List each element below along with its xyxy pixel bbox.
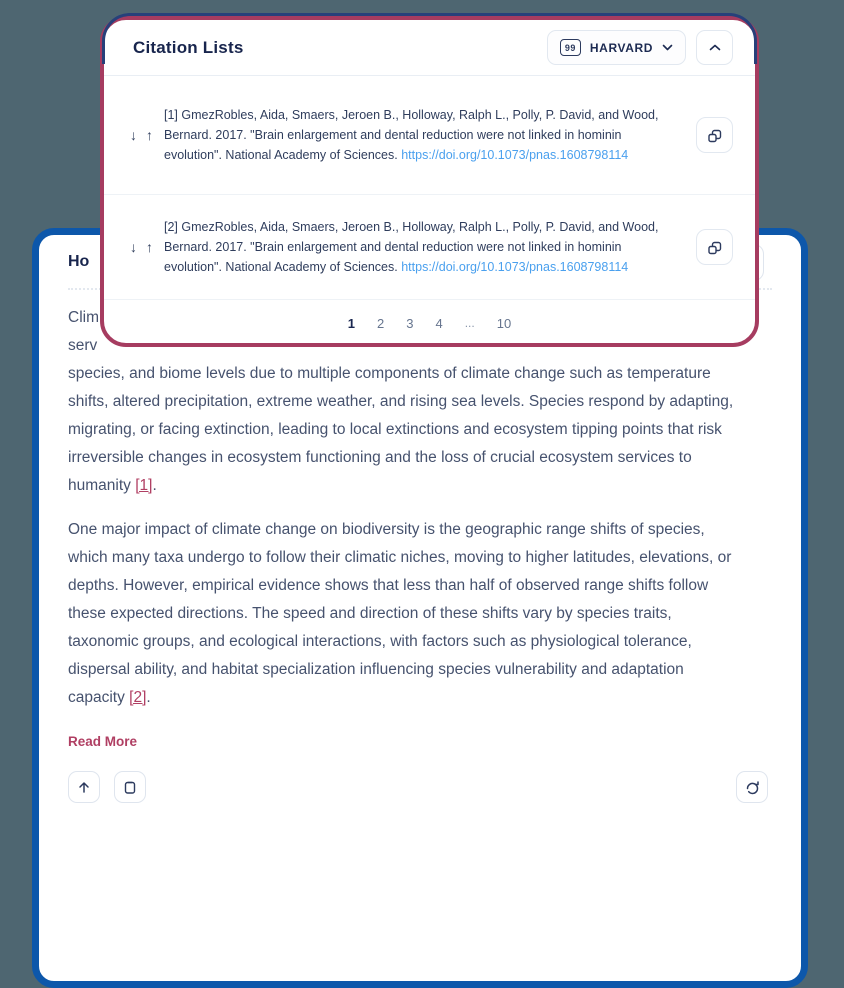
clipboard-icon	[123, 780, 137, 794]
paragraph-2	[68, 516, 772, 712]
regenerate-button[interactable]	[736, 771, 768, 803]
copy-icon	[706, 239, 723, 256]
refresh-icon	[745, 780, 760, 795]
citation-panel-title: Citation Lists	[133, 37, 244, 57]
page-3[interactable]: 3	[406, 315, 414, 331]
citation-text	[164, 217, 666, 277]
paragraph-line: One major impact of climate change on biodiversity is the geographic range shifts of species,	[68, 521, 705, 538]
document-content	[68, 290, 772, 803]
citation-text	[164, 105, 666, 165]
citation-body: [2] GmezRobles, Aida, Smaers, Jeroen B., Holloway, Ralph L., Polly, P. David, and Wood, Bernard. 2017. "Brain enlargement and dental reduction were not linked in hominin evolution". National Academy of Sciences.	[164, 220, 659, 274]
paragraph-line: these expected directions. The speed and direction of these shifts vary by species traits,	[68, 605, 672, 622]
quote-icon: 99	[560, 39, 581, 56]
document-title: Ho	[68, 252, 90, 270]
paragraph-line: species, and biome levels due to multiple components of climate change such as temperature	[68, 365, 711, 382]
paragraph-line: shifts, altered precipitation, extreme weather, and rising sea levels. Species respond by adapting,	[68, 393, 734, 410]
pagination-ellipsis: ...	[464, 316, 475, 330]
paragraph-line: taxonomic groups, and ecological interactions, with factors such as physiological tolerance,	[68, 633, 692, 650]
move-up-icon[interactable]: ↑	[146, 239, 153, 255]
pagination	[104, 300, 755, 346]
paragraph-text: .	[146, 689, 151, 706]
copy-answer-button[interactable]	[114, 771, 146, 803]
paragraph-text: .	[152, 477, 157, 494]
copy-icon	[706, 127, 723, 144]
paragraph-line	[68, 472, 772, 500]
page-10[interactable]: 10	[496, 315, 512, 331]
doi-link[interactable]: https://doi.org/10.1073/pnas.1608798114	[401, 148, 629, 162]
page-2[interactable]: 2	[377, 315, 385, 331]
paragraph-line: Clim	[68, 309, 99, 326]
paragraph-line: irreversible changes in ecosystem functioning and the loss of crucial ecosystem services to	[68, 449, 692, 466]
chevron-down-icon	[662, 44, 673, 51]
reorder-controls	[130, 127, 153, 143]
page-4[interactable]: 4	[435, 315, 443, 331]
move-down-icon[interactable]: ↓	[130, 239, 137, 255]
copy-citation-button[interactable]	[696, 229, 733, 265]
copy-citation-button[interactable]	[696, 117, 733, 153]
paragraph-line: serv	[68, 337, 98, 354]
citation-body: [1] GmezRobles, Aida, Smaers, Jeroen B., Holloway, Ralph L., Polly, P. David, and Wood, Bernard. 2017. "Brain enlargement and dental reduction were not linked in hominin evolution". National Academy of Sciences.	[164, 108, 659, 162]
paragraph-text: capacity	[68, 689, 130, 706]
citation-ref-1-link[interactable]: [1]	[135, 477, 153, 494]
collapse-panel-button[interactable]	[696, 30, 733, 65]
chevron-up-icon	[709, 44, 721, 51]
paragraph-line: migrating, or facing extinction, leading to local extinctions and ecosystem tipping points that risk	[68, 421, 722, 438]
citation-lists-panel	[100, 16, 759, 347]
page-1[interactable]: 1	[347, 315, 356, 331]
move-down-icon[interactable]: ↓	[130, 127, 137, 143]
paragraph-line: which many taxa undergo to follow their climatic niches, moving to higher latitudes, elevations, or	[68, 549, 732, 566]
doi-link[interactable]: https://doi.org/10.1073/pnas.1608798114	[401, 260, 629, 274]
citation-style-label: HARVARD	[589, 40, 653, 55]
arrow-up-icon	[77, 780, 91, 794]
paragraph-line: depths. However, empirical evidence shows that less than half of observed range shifts follow	[68, 577, 709, 594]
citation-panel-controls	[547, 30, 733, 65]
answer-actions	[68, 771, 772, 803]
paragraph-line: dispersal ability, and habitat specialization influencing species vulnerability and adaptation	[68, 661, 684, 678]
citation-style-dropdown[interactable]	[547, 30, 686, 65]
read-more-link[interactable]: Read More	[68, 734, 138, 749]
reorder-controls	[130, 239, 153, 255]
citation-item-1	[104, 76, 755, 195]
paragraph-line	[68, 684, 772, 712]
citation-panel-header	[104, 20, 755, 76]
paragraph-text: humanity	[68, 477, 136, 494]
citation-item-2	[104, 195, 755, 300]
citation-ref-2-link[interactable]: [2]	[129, 689, 147, 706]
move-up-icon[interactable]: ↑	[146, 127, 153, 143]
upvote-button[interactable]	[68, 771, 100, 803]
